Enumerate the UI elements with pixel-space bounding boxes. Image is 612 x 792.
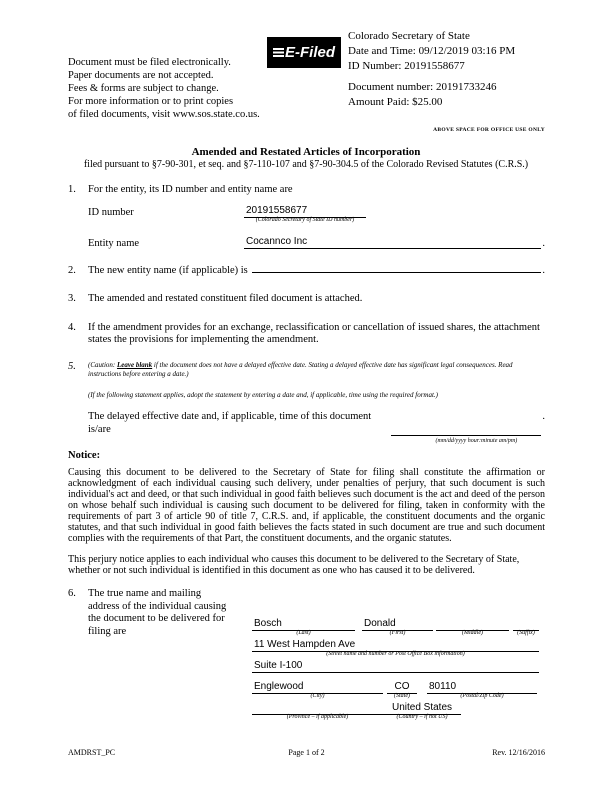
notice-paragraph-1: Causing this document to be delivered to the Secretary of State for filing shall constitute the affirmation or acknowledgment of each individual causing such delivery, under penalties of perjury, that such document is such individual's act and deed, or that such individual in good faith believes such document is the act and deed of the person on whose behalf such individual is causing such document to be delivered for filing, taken in conformity with the requirements of part 3 of article 90 of title 7, C.R.S. and, if applicable, the constituent documents and the organic statutes, and that such individual in good faith believes the facts stated in such document are true and such document complies with the requirements of that Part, the constituent documents, and the organic statutes. [68, 467, 545, 544]
item-number: 3. [68, 293, 76, 304]
delayed-date-caption: (mm/dd/yyyy hour:minute am/pm) [435, 438, 518, 444]
instruction-line: Document must be filed electronically. [68, 57, 231, 68]
delayed-date-statement-row: The delayed effective date and, if applicable, time of this document is/are (mm/dd/yyyy hour:minute am/pm) . [88, 411, 545, 436]
item-number: 5. [68, 360, 76, 372]
street1-value: 11 West Hampden Ave [254, 639, 356, 650]
filing-id-number: ID Number: 20191558677 [348, 60, 465, 72]
id-number-value: 20191558677 [246, 204, 308, 216]
province-field: (Province – if applicable) [252, 702, 383, 715]
middle-name-value [436, 618, 509, 630]
street2-field [252, 660, 539, 673]
entity-name-value: Cocannco Inc [246, 235, 308, 247]
header [0, 0, 612, 145]
item-2-text: The new entity name (if applicable) is [88, 264, 248, 276]
id-number-row [88, 204, 545, 223]
state-field: CO (State) [387, 681, 417, 694]
city-state-zip-row [252, 681, 539, 699]
suffix-value [513, 618, 539, 630]
id-number-caption: (Colorado Secretary of State ID number) [255, 216, 355, 223]
item-number: 4. [68, 321, 76, 333]
zip-value: 80110 [429, 681, 457, 692]
page-footer [68, 748, 545, 757]
item-6 [68, 588, 545, 723]
last-name-field: Bosch (Last) [252, 618, 355, 631]
page-title: Amended and Restated Articles of Incorporation [191, 146, 421, 158]
first-name-value: Donald [364, 618, 396, 629]
instruction-line: of filed documents, visit www.sos.state.co.us. [68, 109, 260, 120]
item-1 [68, 184, 545, 197]
item-2 [68, 265, 545, 278]
suffix-field: (Suffix) [513, 618, 539, 631]
state-value: CO [394, 681, 410, 692]
province-value [252, 702, 383, 714]
amount-paid: Amount Paid: $25.00 [348, 96, 443, 108]
street-row-2 [252, 660, 539, 673]
name-row [252, 618, 539, 636]
id-number-label: ID number [88, 206, 134, 218]
item-4 [68, 322, 545, 347]
page-number: Page 1 of 2 [288, 748, 325, 757]
item-number: 6. [68, 588, 76, 599]
street-row-1 [252, 639, 539, 657]
leave-blank-emphasis: Leave blank [116, 360, 153, 369]
instruction-line: Fees & forms are subject to change. [68, 83, 219, 94]
city-field: Englewood (City) [252, 681, 383, 694]
delayed-date-field [391, 423, 541, 444]
first-name-field: Donald (First) [362, 618, 433, 631]
item-3 [68, 293, 545, 306]
sos-filing-stamp [348, 29, 515, 110]
filing-datetime: Date and Time: 09/12/2019 03:16 PM [348, 45, 516, 57]
page-subtitle: filed pursuant to §7-90-301, et seq. and §7-110-107 and §7-90-304.5 of the Colorado Revised Statutes (C.R.S.) [83, 159, 529, 170]
instruction-line: For more information or to print copies [68, 96, 234, 107]
sos-name: Colorado Secretary of State [348, 30, 470, 42]
item-5 [68, 360, 545, 444]
efiled-label: E-Filed [284, 44, 335, 61]
new-entity-name-field [252, 272, 542, 273]
efiled-speedlines-icon [273, 48, 284, 57]
document-number: Document number: 20191733246 [348, 81, 497, 93]
item-3-text: The amended and restated constituent filed document is attached. [88, 293, 363, 304]
middle-name-field: (Middle) [436, 618, 509, 631]
id-number-field [244, 204, 366, 223]
efiled-stamp [267, 37, 341, 68]
entity-name-label: Entity name [88, 237, 140, 249]
item-6-text: The true name and mailing address of the individual causing the document to be delivered for filing are [88, 588, 227, 637]
revision-date: Rev. 12/16/2016 [492, 748, 545, 757]
office-use-note: ABOVE SPACE FOR OFFICE USE ONLY [433, 127, 545, 133]
last-name-value: Bosch [254, 618, 282, 629]
entity-name-field [244, 236, 541, 249]
country-field: United States (Country – if not US) [383, 702, 461, 715]
item-4-text: If the amendment provides for an exchange, reclassification or cancellation of issued shares, the attachment states the provisions for implementing the amendment. [88, 321, 540, 345]
entity-name-row: Entity name Cocannco Inc . [88, 235, 545, 249]
street2-value: Suite I-100 [254, 660, 303, 671]
item-number: 2. [68, 264, 76, 276]
province-country-row [252, 702, 539, 720]
item-number: 1. [68, 184, 76, 195]
caution-note: (Caution: Leave blank if the document does not have a delayed effective date. Stating a delayed effective date has significant legal consequences. Read instructions before entering a date.) [88, 360, 513, 378]
form-body [68, 184, 545, 723]
format-note: (If the following statement applies, adopt the statement by entering a date and, if applicable, time using the required format.) [88, 390, 439, 399]
notice-paragraph-2: This perjury notice applies to each individual who causes this document to be delivered to the Secretary of State, whether or not such individual is identified in this document as one who has caused it to be delivered. [68, 554, 520, 576]
filer-address-fields [252, 618, 539, 723]
instruction-line: Paper documents are not accepted. [68, 70, 214, 81]
city-value: Englewood [254, 681, 304, 692]
form-code: AMDRST_PC [68, 748, 116, 757]
item-1-text: For the entity, its ID number and entity name are [88, 184, 293, 195]
country-value: United States [391, 702, 453, 713]
filing-instructions [68, 56, 298, 121]
zip-field: 80110 (Postal/Zip Code) [427, 681, 537, 694]
item-2-text-row: The new entity name (if applicable) is . [88, 264, 545, 276]
delayed-date-statement: The delayed effective date and, if applicable, time of this document is/are [88, 411, 372, 435]
notice-heading: Notice: [68, 450, 101, 461]
street1-field: 11 West Hampden Ave (Street name and number or Post Office Box information) [252, 639, 539, 652]
